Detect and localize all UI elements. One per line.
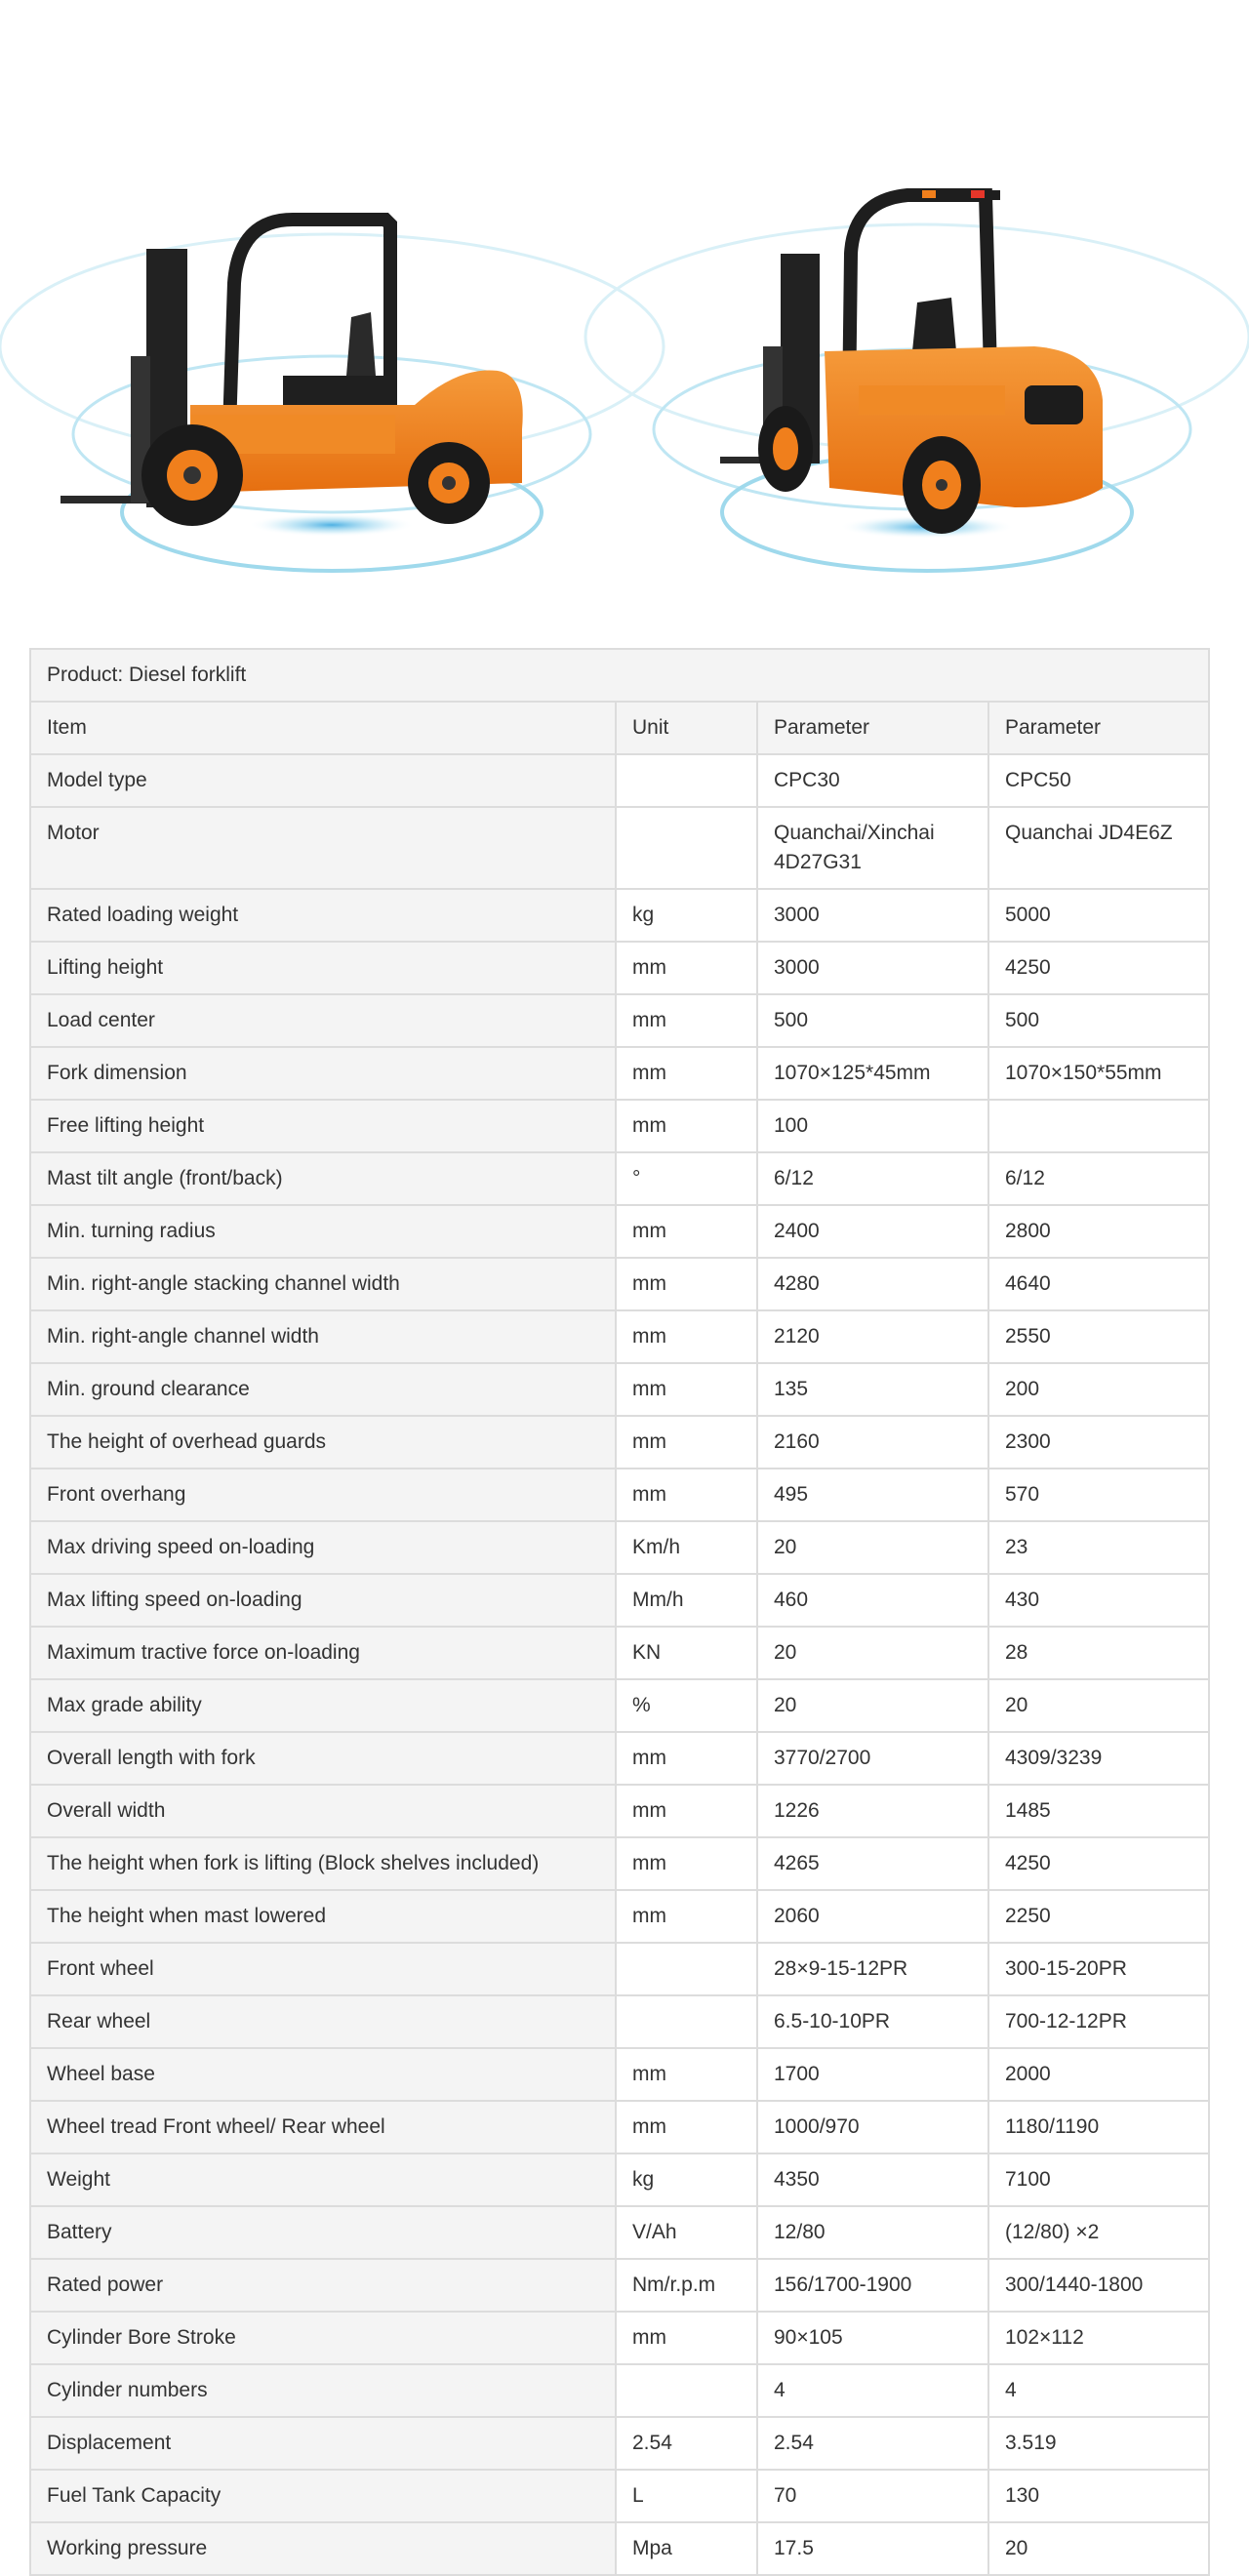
parameter-2-cell: 2250 [988,1890,1209,1943]
parameter-2-cell: 7100 [988,2153,1209,2206]
product-label: Product: Diesel forklift [30,649,1209,702]
parameter-2-cell: 1485 [988,1785,1209,1837]
table-row [30,1732,1209,1785]
parameter-1-cell: 1000/970 [757,2101,988,2153]
item-cell: Model type [30,754,616,807]
parameter-1-cell: 2.54 [757,2417,988,2470]
table-row [30,2522,1209,2575]
parameter-1-cell: CPC30 [757,754,988,807]
parameter-1-cell: 460 [757,1574,988,1627]
unit-cell: 2.54 [616,2417,757,2470]
unit-cell: Mm/h [616,1574,757,1627]
header-parameter-1: Parameter [757,702,988,754]
table-row [30,2048,1209,2101]
unit-cell: mm [616,1837,757,1890]
item-cell: Weight [30,2153,616,2206]
item-cell: The height of overhead guards [30,1416,616,1469]
unit-cell: mm [616,2101,757,2153]
unit-cell: mm [616,942,757,994]
table-row [30,2364,1209,2417]
parameter-1-cell: 1226 [757,1785,988,1837]
table-row [30,2417,1209,2470]
unit-cell: mm [616,1732,757,1785]
item-cell: Load center [30,994,616,1047]
parameter-1-cell: 4350 [757,2153,988,2206]
unit-cell: mm [616,994,757,1047]
item-cell: Rated power [30,2259,616,2312]
header-unit: Unit [616,702,757,754]
unit-cell: Mpa [616,2522,757,2575]
table-row [30,994,1209,1047]
table-row [30,1785,1209,1837]
item-cell: Wheel base [30,2048,616,2101]
unit-cell: mm [616,1258,757,1310]
unit-cell [616,2364,757,2417]
parameter-2-cell: 2000 [988,2048,1209,2101]
table-row [30,1152,1209,1205]
parameter-2-cell: 430 [988,1574,1209,1627]
item-cell: Free lifting height [30,1100,616,1152]
product-row [30,649,1209,702]
item-cell: Min. turning radius [30,1205,616,1258]
table-row [30,2470,1209,2522]
parameter-2-cell: 300-15-20PR [988,1943,1209,1995]
item-cell: Maximum tractive force on-loading [30,1627,616,1679]
parameter-1-cell: 500 [757,994,988,1047]
parameter-1-cell: 28×9-15-12PR [757,1943,988,1995]
parameter-2-cell: (12/80) ×2 [988,2206,1209,2259]
parameter-1-cell: 135 [757,1363,988,1416]
parameter-2-cell: 4309/3239 [988,1732,1209,1785]
parameter-2-cell: 500 [988,994,1209,1047]
parameter-2-cell: 6/12 [988,1152,1209,1205]
parameter-2-cell: 2300 [988,1416,1209,1469]
item-cell: Rear wheel [30,1995,616,2048]
item-cell: Max lifting speed on-loading [30,1574,616,1627]
item-cell: Rated loading weight [30,889,616,942]
parameter-1-cell: 2400 [757,1205,988,1258]
item-cell: The height when fork is lifting (Block shelves included) [30,1837,616,1890]
unit-cell: mm [616,1785,757,1837]
item-cell: Front overhang [30,1469,616,1521]
parameter-1-cell: 4 [757,2364,988,2417]
item-cell: The height when mast lowered [30,1890,616,1943]
item-cell: Lifting height [30,942,616,994]
unit-cell: % [616,1679,757,1732]
item-cell: Mast tilt angle (front/back) [30,1152,616,1205]
parameter-1-cell: 20 [757,1627,988,1679]
table-row [30,1837,1209,1890]
parameter-1-cell: 100 [757,1100,988,1152]
parameter-1-cell: 1700 [757,2048,988,2101]
unit-cell: mm [616,1310,757,1363]
table-row [30,1943,1209,1995]
parameter-2-cell: 4640 [988,1258,1209,1310]
parameter-2-cell: 1070×150*55mm [988,1047,1209,1100]
parameter-1-cell: 3000 [757,942,988,994]
parameter-2-cell: 5000 [988,889,1209,942]
table-row [30,1310,1209,1363]
parameter-1-cell: 2160 [757,1416,988,1469]
parameter-1-cell: 3770/2700 [757,1732,988,1785]
item-cell: Wheel tread Front wheel/ Rear wheel [30,2101,616,2153]
table-row [30,1100,1209,1152]
item-cell: Battery [30,2206,616,2259]
unit-cell: ° [616,1152,757,1205]
table-row [30,754,1209,807]
parameter-2-cell: 20 [988,2522,1209,2575]
parameter-2-cell: 570 [988,1469,1209,1521]
product-image-banner [0,0,1249,624]
item-cell: Max grade ability [30,1679,616,1732]
unit-cell: mm [616,1416,757,1469]
item-cell: Min. right-angle stacking channel width [30,1258,616,1310]
unit-cell: mm [616,1363,757,1416]
parameter-2-cell: 200 [988,1363,1209,1416]
table-row [30,1363,1209,1416]
parameter-1-cell: Quanchai/Xinchai 4D27G31 [757,807,988,889]
parameter-2-cell: 1180/1190 [988,2101,1209,2153]
parameter-1-cell: 156/1700-1900 [757,2259,988,2312]
item-cell: Displacement [30,2417,616,2470]
table-row [30,1258,1209,1310]
parameter-1-cell: 70 [757,2470,988,2522]
item-cell: Cylinder numbers [30,2364,616,2417]
parameter-2-cell: 4 [988,2364,1209,2417]
parameter-1-cell: 2060 [757,1890,988,1943]
unit-cell: mm [616,1890,757,1943]
parameter-2-cell: 3.519 [988,2417,1209,2470]
spec-table [29,648,1210,2576]
parameter-1-cell: 2120 [757,1310,988,1363]
table-row [30,807,1209,889]
parameter-2-cell: 700-12-12PR [988,1995,1209,2048]
parameter-2-cell: 4250 [988,1837,1209,1890]
parameter-2-cell: 4250 [988,942,1209,994]
table-row [30,1469,1209,1521]
header-row [30,702,1209,754]
item-cell: Cylinder Bore Stroke [30,2312,616,2364]
parameter-2-cell: 28 [988,1627,1209,1679]
parameter-1-cell: 3000 [757,889,988,942]
forklift-cpc50-image [585,190,1249,571]
unit-cell: mm [616,1100,757,1152]
table-row [30,1205,1209,1258]
unit-cell: kg [616,2153,757,2206]
table-row [30,1890,1209,1943]
parameter-2-cell [988,1100,1209,1152]
item-cell: Overall width [30,1785,616,1837]
item-cell: Working pressure [30,2522,616,2575]
header-item: Item [30,702,616,754]
unit-cell [616,1943,757,1995]
item-cell: Fuel Tank Capacity [30,2470,616,2522]
unit-cell: L [616,2470,757,2522]
parameter-1-cell: 4265 [757,1837,988,1890]
table-row [30,1521,1209,1574]
table-row [30,2312,1209,2364]
spec-table-container [29,648,1208,2576]
parameter-1-cell: 4280 [757,1258,988,1310]
parameter-1-cell: 17.5 [757,2522,988,2575]
parameter-1-cell: 12/80 [757,2206,988,2259]
parameter-1-cell: 20 [757,1521,988,1574]
item-cell: Fork dimension [30,1047,616,1100]
parameter-2-cell: 300/1440-1800 [988,2259,1209,2312]
forklift-images [0,0,1249,624]
table-row [30,1574,1209,1627]
unit-cell: mm [616,1205,757,1258]
unit-cell: Nm/r.p.m [616,2259,757,2312]
unit-cell: mm [616,2312,757,2364]
table-row [30,2101,1209,2153]
parameter-1-cell: 495 [757,1469,988,1521]
forklift-cpc30-image [0,215,664,571]
parameter-1-cell: 90×105 [757,2312,988,2364]
item-cell: Overall length with fork [30,1732,616,1785]
parameter-2-cell: CPC50 [988,754,1209,807]
table-row [30,2206,1209,2259]
unit-cell [616,807,757,889]
item-cell: Motor [30,807,616,889]
item-cell: Max driving speed on-loading [30,1521,616,1574]
item-cell: Min. ground clearance [30,1363,616,1416]
parameter-1-cell: 6/12 [757,1152,988,1205]
unit-cell: Km/h [616,1521,757,1574]
unit-cell: KN [616,1627,757,1679]
table-row [30,2153,1209,2206]
unit-cell [616,1995,757,2048]
table-row [30,1995,1209,2048]
parameter-2-cell: Quanchai JD4E6Z [988,807,1209,889]
item-cell: Front wheel [30,1943,616,1995]
parameter-2-cell: 2800 [988,1205,1209,1258]
table-row [30,889,1209,942]
parameter-1-cell: 6.5-10-10PR [757,1995,988,2048]
unit-cell: kg [616,889,757,942]
table-row [30,1627,1209,1679]
parameter-2-cell: 23 [988,1521,1209,1574]
parameter-2-cell: 20 [988,1679,1209,1732]
table-row [30,1047,1209,1100]
unit-cell [616,754,757,807]
unit-cell: V/Ah [616,2206,757,2259]
table-row [30,1679,1209,1732]
parameter-2-cell: 130 [988,2470,1209,2522]
unit-cell: mm [616,2048,757,2101]
unit-cell: mm [616,1469,757,1521]
parameter-2-cell: 102×112 [988,2312,1209,2364]
table-row [30,2259,1209,2312]
parameter-1-cell: 1070×125*45mm [757,1047,988,1100]
header-parameter-2: Parameter [988,702,1209,754]
item-cell: Min. right-angle channel width [30,1310,616,1363]
parameter-1-cell: 20 [757,1679,988,1732]
table-row [30,942,1209,994]
parameter-2-cell: 2550 [988,1310,1209,1363]
unit-cell: mm [616,1047,757,1100]
table-row [30,1416,1209,1469]
